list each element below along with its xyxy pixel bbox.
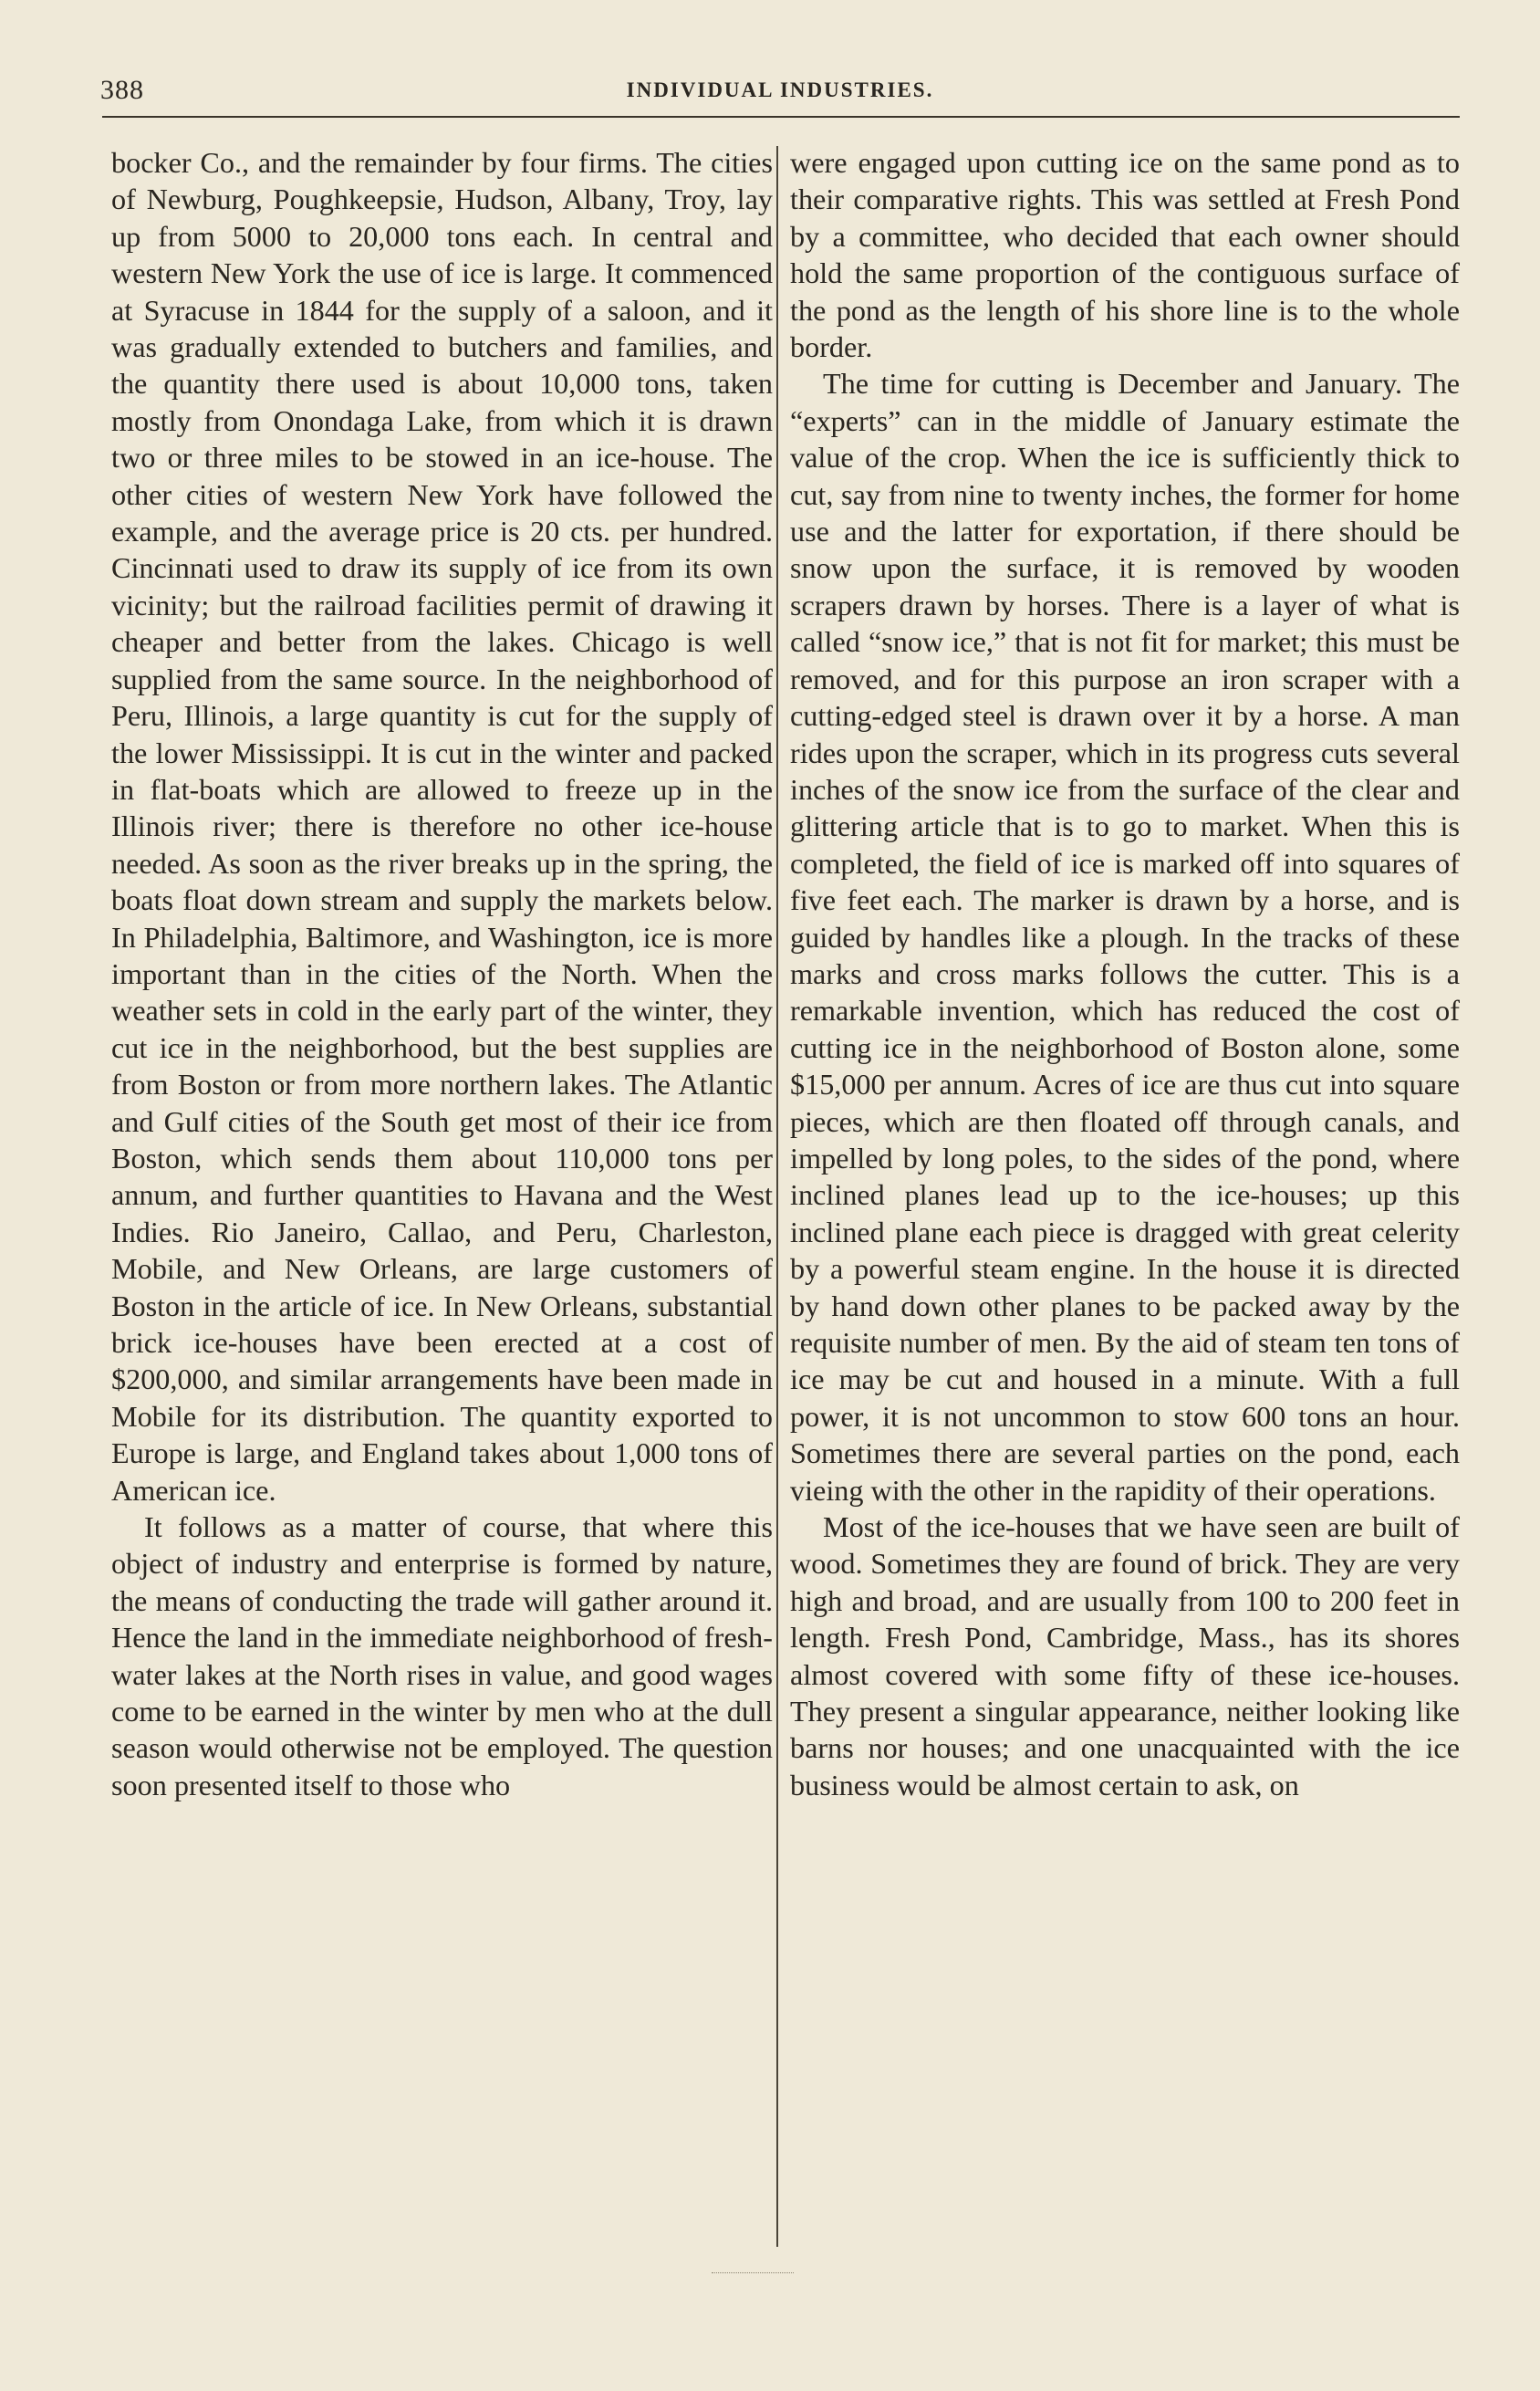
page-number: 388 [100, 75, 144, 105]
paragraph: The time for cutting is December and January. The “experts” can in the middle of January estimate the value of the crop. When the ice is sufficiently thick to cut, say from nine to twenty inches, the former for home use and the latter for exportation, if there should be snow upon the surface, it is removed by wooden scrapers drawn by horses. There is a layer of what is called “snow ice,” that is not fit for market; this must be removed, and for this purpose an iron scraper with a cutting-edged steel is drawn over it by a horse. A man rides upon the scraper, which in its progress cuts several inches of the snow ice from the surface of the clear and glittering article that is to go to market. When this is completed, the field of ice is marked off into squares of five feet each. The marker is drawn by a horse, and is guided by handles like a plough. In the tracks of these marks and cross marks follows the cutter. This is a remarkable invention, which has reduced the cost of cutting ice in the neighborhood of Boston alone, some $15,000 per annum. Acres of ice are thus cut into square pieces, which are then floated off through canals, and impelled by long poles, to the sides of the pond, where inclined planes lead up to the ice-houses; up this inclined plane each piece is dragged with great celerity by a powerful steam engine. In the house it is directed by hand down other planes to be packed away by the requisite number of men. By the aid of steam ten tons of ice may be cut and housed in a minute. With a full power, it is not uncommon to stow 600 tons an hour. Sometimes there are several parties on the pond, each vieing with the other in the rapidity of their operations. [790, 367, 1460, 1507]
paragraph: were engaged upon cutting ice on the same pond as to their comparative rights. This was settled at Fresh Pond by a committee, who decided that each owner should hold the same proportion of the contiguous surface of the pond as the length of his shore line is to the whole border. [790, 146, 1460, 364]
header-rule [102, 116, 1460, 118]
left-column [111, 144, 773, 1803]
paragraph: Most of the ice-houses that we have seen are built of wood. Sometimes they are found of brick. They are very high and broad, and are usually from 100 to 200 feet in length. Fresh Pond, Cambridge, Mass., has its shores almost covered with some fifty of these ice-houses. They present a singular appearance, neither looking like barns nor houses; and one unacquainted with the ice business would be almost certain to ask, on [790, 1510, 1460, 1801]
right-column [790, 144, 1460, 1803]
footer-mark [712, 2272, 794, 2276]
column-divider [776, 146, 778, 2247]
running-title: INDIVIDUAL INDUSTRIES. [626, 78, 934, 101]
paragraph: bocker Co., and the remainder by four firms. The cities of Newburg, Poughkeepsie, Hudson, Albany, Troy, lay up from 5000 to 20,000 tons each. In central and western New York the use of ice is large. It commenced at Syracuse in 1844 for the supply of a saloon, and it was gradually extended to butchers and families, and the quantity there used is about 10,000 tons, taken mostly from Onondaga Lake, from which it is drawn two or three miles to be stowed in an ice-house. The other cities of western New York have followed the example, and the average price is 20 cts. per hundred. Cincinnati used to draw its supply of ice from its own vicinity; but the railroad facilities permit of drawing it cheaper and better from the lakes. Chicago is well supplied from the same source. In the neighborhood of Peru, Illinois, a large quantity is cut for the supply of the lower Mississippi. It is cut in the winter and packed in flat-boats which are allowed to freeze up in the Illinois river; there is therefore no other ice-house needed. As soon as the river breaks up in the spring, the boats float down stream and supply the markets below. In Philadelphia, Baltimore, and Washington, ice is more important than in the cities of the North. When the weather sets in cold in the early part of the winter, they cut ice in the neighborhood, but the best supplies are from Boston or from more northern lakes. The Atlantic and Gulf cities of the South get most of their ice from Boston, which sends them about 110,000 tons per annum, and further quantities to Havana and the West Indies. Rio Janeiro, Callao, and Peru, Charleston, Mobile, and New Orleans, are large customers of Boston in the article of ice. In New Orleans, substantial brick ice-houses have been erected at a cost of $200,000, and similar arrangements have been made in Mobile for its distribution. The quantity exported to Europe is large, and England takes about 1,000 tons of American ice. [111, 146, 773, 1507]
running-head [100, 75, 1460, 111]
paragraph: It follows as a matter of course, that where this object of industry and enterprise is formed by nature, the means of conducting the trade will gather around it. Hence the land in the immediate neighborhood of fresh-water lakes at the North rises in value, and good wages come to be earned in the winter by men who at the dull season would otherwise not be employed. The question soon presented itself to those who [111, 1510, 773, 1801]
